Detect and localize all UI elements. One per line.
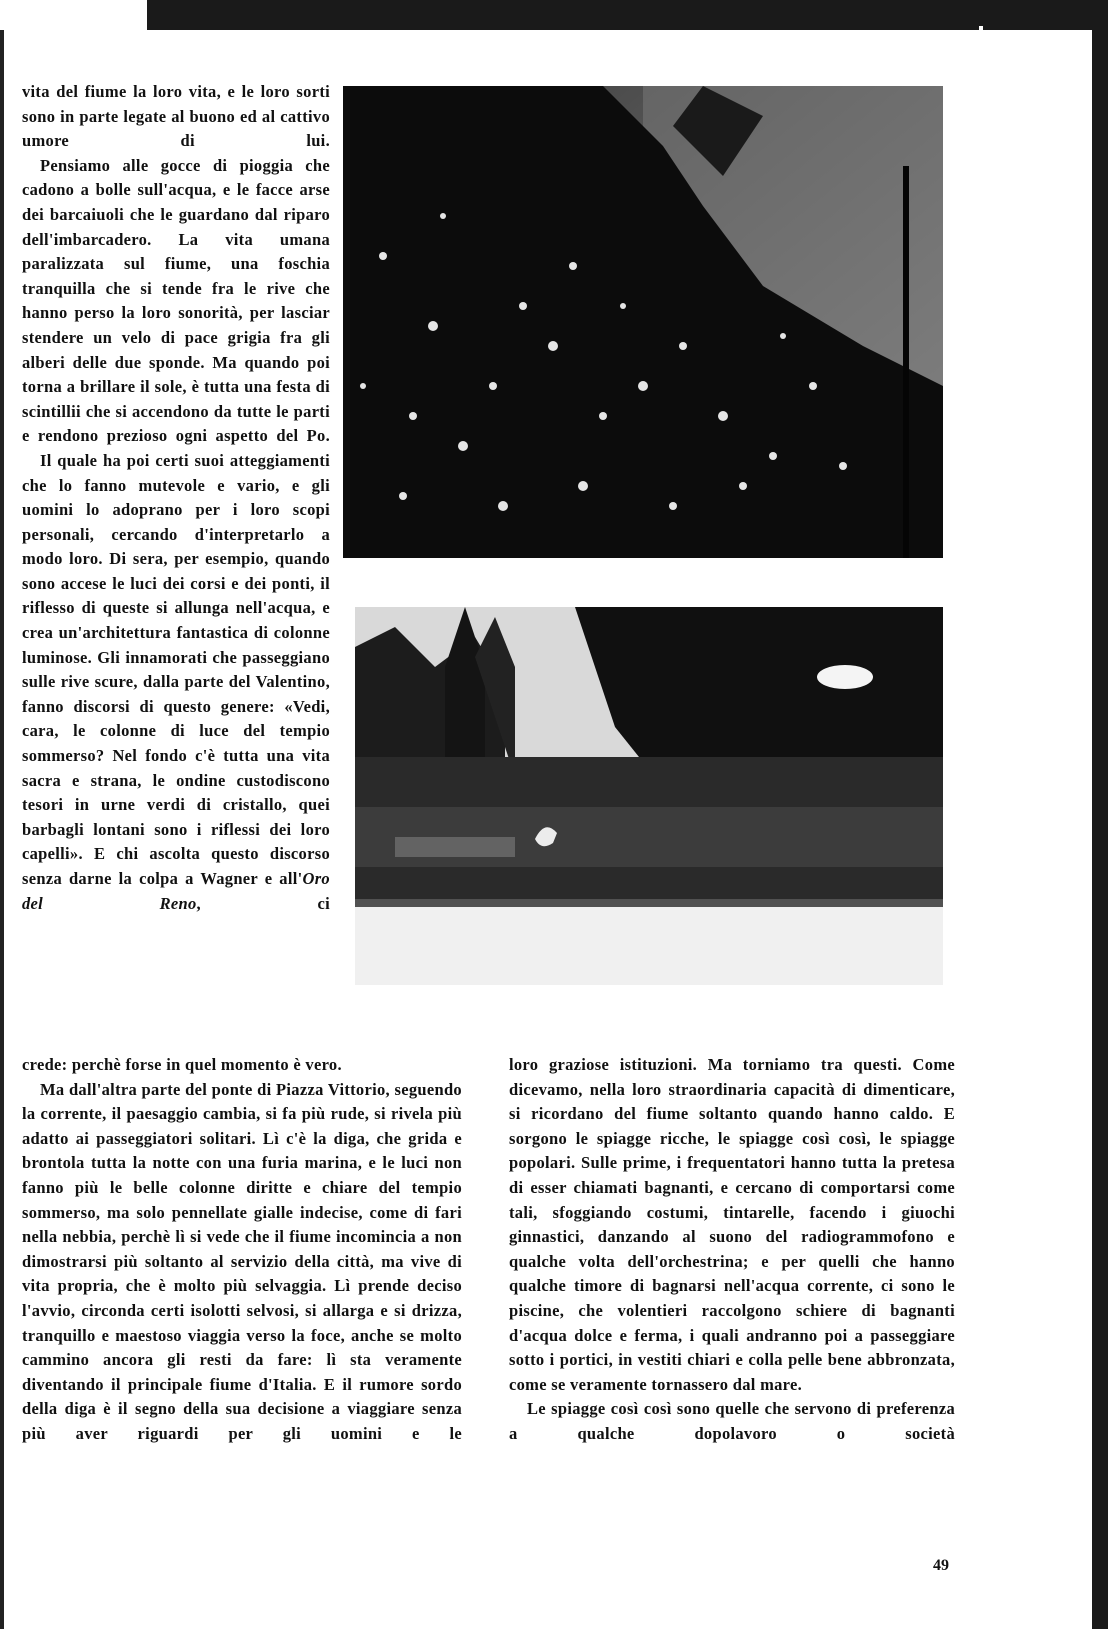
photo-river-swan	[355, 607, 943, 985]
paragraph: loro graziose istituzioni. Ma torniamo tra questi. Come dicevamo, nella loro straordinaria capacità di dimenticare, si ricordano del fiume soltanto quando hanno caldo. E sorgono le spiagge ricche, le spiagge così così, le spiagge popolari. Sulle prime, i frequentatori hanno tutta la pretesa di esser chiamati bagnanti, e cercano di comportarsi come tali, sfoggiando costumi, tintarelle, facendo i giuochi ginnastici, danzando al suono del radiogrammofono e qualche volta dell'orchestrina; e per quelli che hanno qualche timore di bagnarsi nell'acqua corrente, ci sono le piscine, che volentieri raccolgono schiere di bagnanti d'acqua dolce e ferma, i quali andranno poi a passeggiare sotto i portici, in vestiti chiari e colla pelle bene abbronzata, come se veramente tornassero dal mare.	[509, 1055, 955, 1394]
top-mark	[979, 26, 983, 32]
photo-river-image	[355, 607, 943, 985]
left-column-bottom	[22, 1053, 462, 1447]
paragraph	[22, 449, 330, 916]
photo-flowering-branches	[343, 86, 943, 558]
page-number: 49	[933, 1557, 949, 1574]
photo-flowers-image	[343, 86, 943, 558]
paragraph: Le spiagge così così sono quelle che servono di preferenza a qualche dopolavoro o società	[509, 1399, 955, 1443]
page-left-border	[0, 30, 4, 1629]
left-column-top	[22, 80, 330, 916]
paragraph-text: Il quale ha poi certi suoi atteggiamenti che lo fanno mutevole e vario, e gli uomini lo adoprano per i loro scopi personali, cercando d'interpretarlo a modo loro. Di sera, per esempio, quando sono accese le luci dei corsi e dei ponti, il riflesso di queste si allunga nell'acqua, e crea un'architettura fantastica di colonne luminose. Gli innamorati che passeggiano sulle rive scure, dalla parte del Valentino, fanno discorsi di questo genere: «Vedi, cara, le colonne di luce del tempio sommerso? Nel fondo c'è tutta una vita sacra e strana, le ondine custodiscono tesori in urne verdi di cristallo, quei barbagli lontani sono i riflessi dei loro capelli». E chi ascolta questo discorso senza darne la colpa a Wagner e all'	[22, 450, 330, 888]
right-column	[509, 1053, 955, 1447]
opera-title: Oro del Reno	[22, 869, 330, 913]
page-right-border	[1092, 0, 1108, 1629]
page-top-border	[147, 0, 1108, 30]
paragraph: vita del fiume la loro vita, e le loro sorti sono in parte legate al buono ed al cattivo umore di lui.	[22, 82, 330, 151]
paragraph: crede: perchè forse in quel momento è vero.	[22, 1055, 342, 1074]
paragraph: Ma dall'altra parte del ponte di Piazza Vittorio, seguendo la corrente, il paesaggio cambia, si fa più rude, si rivela più adatto ai passeggiatori solitari. Lì c'è la diga, che grida e brontola tutta la notte con una furia marina, e le luci non fanno più le belle colonne diritte e chiare del tempio sommerso, ma solo pennellate gialle indecise, come di fari nella nebbia, perchè lì si vede che il fiume incomincia a non dimostrarsi più soltanto al servizio della città, ma vive di vita propria, che è molto più selvaggia. Lì prende deciso l'avvio, circonda certi isolotti selvosi, si allarga e si drizza, tranquillo e maestoso viaggia verso la foce, anche se molto cammino ancora gli resti da fare: lì sta veramente diventando il principale fiume d'Italia. E il rumore sordo della diga è il segno della sua decisione a viaggiare senza più aver riguardi per gli uomini e le	[22, 1079, 462, 1443]
paragraph-text-end: , ci	[196, 893, 330, 913]
paragraph: Pensiamo alle gocce di pioggia che cadono a bolle sull'acqua, e le facce arse dei barcaiuoli che le guardano dal riparo dell'imbarcadero. La vita umana paralizzata sul fiume, una foschia tranquilla che si tende fra le rive che hanno perso la loro sonorità, per lasciar stendere un velo di pace grigia fra gli alberi delle due sponde. Ma quando poi torna a brillare il sole, è tutta una festa di scintillii che si accendono da tutte le parti e rendono prezioso ogni aspetto del Po.	[22, 155, 330, 446]
